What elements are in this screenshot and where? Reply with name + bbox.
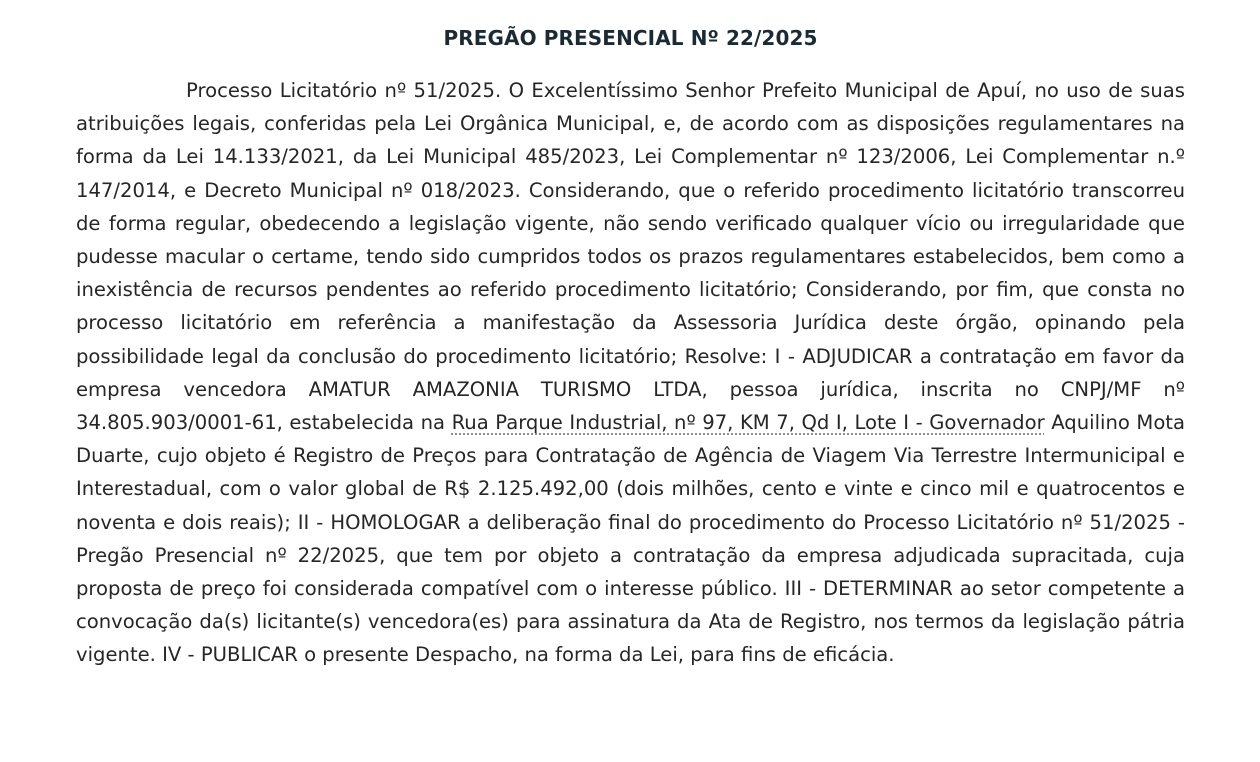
document-title: PREGÃO PRESENCIAL Nº 22/2025	[443, 26, 818, 50]
document-page	[76, 26, 1185, 672]
body-text-part-1: Processo Licitatório nº 51/2025. O Excelentíssimo Senhor Prefeito Municipal de Apuí, no uso de suas atribuições legais, conferidas pela Lei Orgânica Municipal, e, de acordo com as disposições regulamentares na forma da Lei 14.133/2021, da Lei Municipal 485/2023, Lei Complementar nº 123/2006, Lei Complementar n.º 147/2014, e Decreto Municipal nº 018/2023. Considerando, que o referido procedimento licitatório transcorreu de forma regular, obedecendo a legislação vigente, não sendo verificado qualquer vício ou irregularidade que pudesse macular o certame, tendo sido cumpridos todos os prazos regulamentares estabelecidos, bem como a inexistência de recursos pendentes ao referido procedimento licitatório; Considerando, por fim, que consta no processo licitatório em referência a manifestação da Assessoria Jurídica deste órgão, opinando pela possibilidade legal da conclusão do procedimento licitatório; Resolve: I - ADJUDICAR a contratação em favor da empresa vencedora AMATUR AMAZONIA TURISMO LTDA, pessoa jurídica, inscrita no CNPJ/MF nº 34.805.903/0001-61, estabelecida na	[76, 79, 1185, 435]
document-body	[76, 74, 1185, 672]
body-text-part-2: Aquilino Mota Duarte, cujo objeto é Registro de Preços para Contratação de Agência de Viagem Via Terrestre Intermunicipal e Interestadual, com o valor global de R$ 2.125.492,00 (dois milhões, cento e vinte e cinco mil e quatrocentos e noventa e dois reais); II - HOMOLOGAR a deliberação final do procedimento do Processo Licitatório nº 51/2025 - Pregão Presencial nº 22/2025, que tem por objeto a contratação da empresa adjudicada supracitada, cuja proposta de preço foi considerada compatível com o interesse público. III - DETERMINAR ao setor competente a convocação da(s) licitante(s) vencedora(es) para assinatura da Ata de Registro, nos termos da legislação pátria vigente. IV - PUBLICAR o presente Despacho, na forma da Lei, para fins de eficácia.	[76, 411, 1185, 667]
address-link[interactable]: Rua Parque Industrial, nº 97, KM 7, Qd I, Lote I - Governador	[451, 411, 1045, 435]
